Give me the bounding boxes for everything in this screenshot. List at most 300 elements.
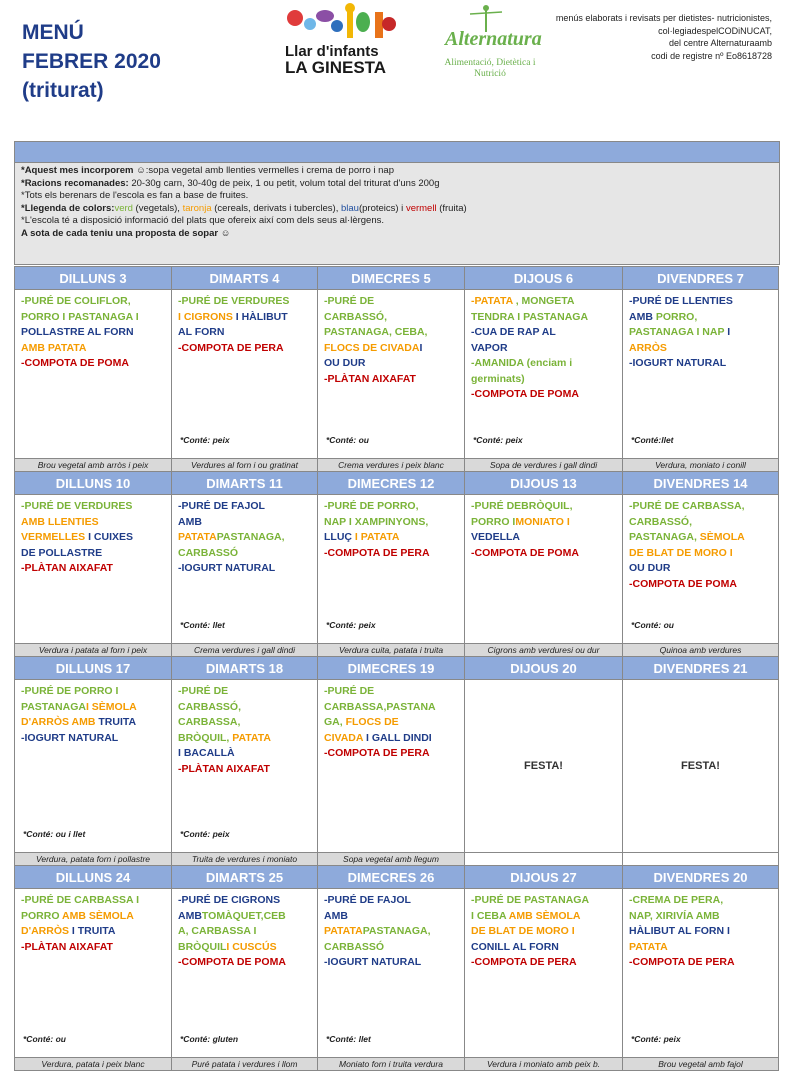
- menu-line: [471, 924, 616, 940]
- menu-cell: [15, 495, 172, 644]
- menu-line: [324, 715, 458, 731]
- menu-item-text: I CUSCÚS: [226, 940, 277, 953]
- info-legend-label: *Llegenda de colors:: [21, 202, 115, 214]
- menu-line: [324, 325, 458, 341]
- menu-item-text: PORRO I: [471, 515, 516, 528]
- menu-item-text: -PURÉ DE FAJOL: [178, 500, 265, 512]
- menu-line: [629, 499, 772, 515]
- menu-item-text: CARBASSÓ,: [178, 700, 242, 713]
- week-menu-row: [15, 889, 779, 1058]
- menu-line: [178, 762, 311, 778]
- day-header: DILLUNS 3: [15, 267, 172, 290]
- menu-item-text: ARRÒS: [629, 341, 667, 354]
- menu-line: [629, 530, 772, 546]
- menu-item-text: -CUA DE RAP AL: [471, 326, 556, 338]
- menu-line: [21, 499, 165, 515]
- menu-item-text: PATATA: [629, 940, 668, 953]
- menu-line: [21, 940, 165, 956]
- menu-line: [629, 325, 772, 341]
- menu-line: [324, 499, 458, 515]
- menu-item-text: GA,: [324, 716, 346, 728]
- menu-item-text: I PATATA: [354, 531, 400, 543]
- menu-line: [324, 700, 458, 716]
- menu-item-text: CARBASSÓ: [178, 546, 239, 559]
- dinner-suggestion: Verdura, patata forn i pollastre: [15, 853, 172, 866]
- menu-item-text: I TRUITA: [71, 925, 116, 937]
- menu-item-text: -CREMA DE PERA,: [629, 894, 724, 906]
- menu-item-text: AMB: [324, 909, 348, 922]
- day-header: DIJOUS 6: [465, 267, 623, 290]
- info-header-bar: [15, 142, 779, 163]
- menu-line: [324, 372, 458, 388]
- menu-line: [178, 715, 311, 731]
- menu-line: [629, 893, 772, 909]
- dietitian-note: [532, 12, 772, 62]
- menu-item-text: -PURÉ DE: [324, 295, 375, 307]
- menu-line: [21, 356, 165, 372]
- allergen-note: *Conté: peix: [180, 434, 230, 445]
- allergen-note: *Conté: peix: [631, 1033, 681, 1044]
- menu-title: [22, 18, 161, 105]
- menu-line: [178, 955, 311, 971]
- menu-item-text: D'ARRÒS AMB: [21, 716, 99, 728]
- day-header: DIMARTS 4: [172, 267, 318, 290]
- menu-item-text: -IOGURT NATURAL: [629, 357, 727, 369]
- menu-item-text: AMB: [178, 515, 202, 528]
- menu-item-text: PATATA: [232, 731, 271, 744]
- menu-item-text: TRUITA: [98, 716, 137, 728]
- info-incorporem-text: :sopa vegetal amb llenties vermelles i crema de porro i nap: [145, 165, 394, 176]
- menu-item-text: HÀLIBUT AL FORN I: [629, 925, 730, 937]
- menu-cell: [172, 495, 318, 644]
- menu-line: [324, 924, 458, 940]
- menu-item-text: I GALL DINDI: [366, 731, 432, 744]
- day-header: DIMARTS 11: [172, 472, 318, 495]
- menu-item-text: POLLASTRE AL FORN: [21, 326, 134, 338]
- menu-item-text: A, CARBASSA I: [178, 925, 257, 937]
- dinner-suggestion: Brou vegetal amb arròs i peix: [15, 459, 172, 472]
- menu-line: [21, 909, 165, 925]
- menu-item-text: PASTANAGA, CEBA,: [324, 326, 428, 338]
- menu-item-text: LLUÇ: [324, 531, 355, 543]
- menu-cell: [172, 290, 318, 459]
- menu-line: [21, 310, 165, 326]
- menu-line: [21, 530, 165, 546]
- day-header: DIMECRES 12: [318, 472, 465, 495]
- menu-item-text: AMB SÈMOLA: [62, 909, 134, 922]
- menu-line: [629, 294, 772, 310]
- menu-item-text: AMB PATATA: [21, 341, 87, 354]
- menu-item-text: CARBASSÓ,: [324, 310, 388, 323]
- menu-item-text: -PURÉ DE FAJOL: [324, 894, 411, 906]
- dinner-suggestion: Verdures al forn i ou gratinat: [172, 459, 318, 472]
- dinner-suggestion: Verdura, moniato i conill: [623, 459, 779, 472]
- menu-item-text: OU DUR: [629, 562, 671, 574]
- menu-line: [629, 924, 772, 940]
- menu-item-text: PATATA: [324, 925, 363, 937]
- menu-item-text: AMB SÈMOLA: [508, 909, 581, 922]
- menu-line: [178, 325, 311, 341]
- menu-item-text: -PURÉ DE CARBASSA I: [21, 894, 140, 906]
- menu-line: [471, 372, 616, 388]
- menu-line: [178, 924, 311, 940]
- menu-cell: [318, 290, 465, 459]
- menu-item-text: -IOGURT NATURAL: [21, 731, 119, 744]
- menu-item-text: I CUIXES: [88, 531, 134, 543]
- info-incorporem-label: *Aquest mes incorporem ☺: [21, 165, 146, 176]
- menu-item-text: PORRO I PASTANAGA I: [21, 310, 139, 323]
- allergen-note: *Conté: llet: [326, 1033, 371, 1044]
- menu-item-text: PASTANAGA,: [629, 531, 700, 543]
- menu-line: [324, 684, 458, 700]
- day-header: DIJOUS 13: [465, 472, 623, 495]
- menu-item-text: CONILL AL FORN: [471, 940, 559, 953]
- menu-item-text: -PLÀTAN AIXAFAT: [21, 940, 113, 953]
- menu-line: [471, 955, 616, 971]
- menu-line: [178, 294, 311, 310]
- menu-item-text: -PURÉ DE LLENTIES: [629, 295, 733, 307]
- menu-item-text: AMB: [629, 310, 656, 323]
- legend-text: (fruita): [436, 202, 467, 214]
- day-header: DIJOUS 27: [465, 866, 623, 889]
- menu-item-text: germinats): [471, 372, 525, 385]
- menu-line: [471, 909, 616, 925]
- dinner-suggestion: Sopa vegetal amb llegum: [318, 853, 465, 866]
- menu-item-text: DE POLLASTRE: [21, 546, 103, 559]
- menu-line: [629, 356, 772, 372]
- menu-item-text: CIVADA: [324, 731, 366, 744]
- menu-line: [21, 684, 165, 700]
- menu-line: [324, 940, 458, 956]
- menu-cell: [623, 495, 779, 644]
- menu-item-text: I SÈMOLA: [85, 700, 137, 713]
- menu-line: [324, 356, 458, 372]
- allergen-note: *Conté:llet: [631, 434, 674, 445]
- info-allergens: *L'escola té a disposició informació del plats que ofereix així com dels seus al·lèrgens.: [21, 215, 384, 226]
- day-header: DIVENDRES 7: [623, 267, 779, 290]
- menu-item-text: -PURÉ DE PORRO,: [324, 500, 419, 512]
- menu-line: [324, 955, 458, 971]
- menu-item-text: -COMPOTA DE PERA: [324, 546, 430, 559]
- menu-line: [324, 909, 458, 925]
- menu-line: [471, 546, 616, 562]
- menu-item-text: -COMPOTA DE POMA: [471, 546, 579, 559]
- menu-item-text: TENDRA I PASTANAGA: [471, 310, 589, 323]
- dinner-suggestion: Truita de verdures i moniato: [172, 853, 318, 866]
- alternatura-brand: Alternatura: [445, 28, 542, 50]
- menu-line: [324, 310, 458, 326]
- allergen-note: *Conté: ou: [631, 619, 674, 630]
- menu-line: [178, 499, 311, 515]
- menu-line: [324, 341, 458, 357]
- menu-item-text: TOMÀQUET,CEB: [201, 909, 286, 922]
- legend-orange: taronja: [182, 202, 212, 214]
- menu-item-text: -PLÀTAN AIXAFAT: [324, 372, 416, 385]
- menu-item-text: , MONGETA: [512, 295, 575, 307]
- menu-line: [629, 909, 772, 925]
- dinner-suggestion: Puré patata i verdures i llom: [172, 1058, 318, 1071]
- day-header: DIMARTS 18: [172, 657, 318, 680]
- menu-line: [21, 341, 165, 357]
- menu-line: [324, 746, 458, 762]
- dinner-suggestion: Quinoa amb verdures: [623, 644, 779, 657]
- menu-cell: [465, 290, 623, 459]
- menu-line: [629, 940, 772, 956]
- menu-item-text: -COMPOTA DE PERA: [629, 956, 735, 968]
- allergen-note: *Conté: ou i llet: [23, 828, 86, 839]
- legend-red: vermell: [405, 202, 437, 214]
- menu-item-text: -COMPOTA DE PERA: [178, 341, 284, 354]
- menu-item-text: AL FORN: [178, 326, 225, 338]
- note-line: col·legiadespelCODiNUCAT,: [658, 25, 772, 36]
- dinner-row: [15, 1058, 779, 1071]
- menu-line: [21, 325, 165, 341]
- menu-line: [178, 746, 311, 762]
- day-header: DIMECRES 26: [318, 866, 465, 889]
- menu-item-text: BRÒQUIL,: [178, 731, 233, 744]
- week-day-header-row: [15, 866, 779, 889]
- info-dinner-note: A sota de cada teniu una proposta de sopar ☺: [21, 227, 231, 239]
- week-menu-row: [15, 495, 779, 644]
- menu-item-text: VAPOR: [471, 341, 508, 354]
- menu-item-text: PASTANAGA,: [362, 925, 431, 937]
- menu-line: [471, 310, 616, 326]
- menu-item-text: NAP I XAMPINYONS,: [324, 515, 429, 528]
- menu-line: [629, 561, 772, 577]
- menu-item-text: PASTANAGA: [21, 700, 86, 713]
- menu-line: [178, 546, 311, 562]
- logo1-line1: Llar d'infants: [285, 43, 379, 60]
- menu-line: [21, 700, 165, 716]
- menu-item-text: -COMPOTA DE POMA: [471, 388, 579, 400]
- menu-item-text: D'ARRÒS: [21, 925, 72, 937]
- menu-line: [471, 893, 616, 909]
- menu-line: [471, 325, 616, 341]
- day-header: DIVENDRES 14: [623, 472, 779, 495]
- allergen-note: *Conté: peix: [326, 619, 376, 630]
- menu-line: [471, 356, 616, 372]
- menu-line: [178, 684, 311, 700]
- menu-line: [471, 940, 616, 956]
- menu-item-text: (enciam i: [526, 357, 573, 369]
- menu-item-text: -PURÉ DE CIGRONS: [178, 894, 281, 906]
- menu-item-text: CARBASSA,: [178, 716, 241, 728]
- menu-item-text: CARBASSÓ: [324, 940, 385, 953]
- menu-item-text: AMB: [178, 909, 202, 922]
- menu-cell: [465, 889, 623, 1058]
- week-menu-row: [15, 290, 779, 459]
- menu-item-text: I BACALLÀ: [178, 747, 235, 759]
- menu-item-text: -PURÉ DE VERDURES: [21, 500, 133, 512]
- menu-line: [324, 530, 458, 546]
- menu-cell: [318, 680, 465, 853]
- dinner-suggestion: Crema verdures i gall dindi: [172, 644, 318, 657]
- menu-line: [324, 294, 458, 310]
- menu-item-text: DE BLAT DE MORO I: [629, 546, 733, 559]
- day-header: DILLUNS 17: [15, 657, 172, 680]
- la-ginesta-logo: [285, 2, 400, 80]
- menu-item-text: FLOCS DE CIVADA: [324, 341, 420, 354]
- day-header: DIJOUS 20: [465, 657, 623, 680]
- menu-line: [629, 341, 772, 357]
- menu-item-text: -PURÉ DE: [178, 685, 229, 697]
- menu-item-text: I: [727, 326, 731, 338]
- menu-line: [178, 530, 311, 546]
- alternatura-subtitle: Alimentació, Dietètica i Nutrició: [444, 58, 536, 79]
- menu-item-text: VERMELLES: [21, 531, 89, 543]
- menu-line: [178, 909, 311, 925]
- allergen-note: *Conté: gluten: [180, 1033, 239, 1044]
- legend-text: (cereals, derivats i tubercles),: [211, 202, 341, 214]
- info-racions-label: *Racions recomanades:: [21, 177, 129, 189]
- menu-line: [629, 955, 772, 971]
- menu-item-text: MONIATO I: [515, 515, 570, 528]
- legend-blue: blau: [340, 202, 359, 214]
- menu-item-text: -PATATA: [471, 295, 513, 307]
- info-box: [14, 141, 780, 265]
- menu-cell: [623, 889, 779, 1058]
- holiday-cell: FESTA!: [623, 680, 779, 853]
- menu-cell: [465, 495, 623, 644]
- menu-line: [21, 294, 165, 310]
- legend-text: (vegetals),: [132, 202, 183, 214]
- title-line-2: FEBRER 2020: [22, 50, 161, 73]
- menu-line: [178, 731, 311, 747]
- note-line: codi de registre nº Eo8618728: [651, 50, 772, 61]
- menu-cell: [172, 680, 318, 853]
- menu-line: [629, 577, 772, 593]
- menu-line: [178, 940, 311, 956]
- menu-item-text: I CIGRONS: [178, 310, 236, 323]
- menu-item-text: OU DUR: [324, 357, 366, 369]
- logo1-line2: LA GINESTA: [285, 58, 387, 77]
- menu-line: [21, 924, 165, 940]
- menu-cell: [623, 290, 779, 459]
- menu-item-text: SÈMOLA: [699, 531, 745, 543]
- week-menu-row: [15, 680, 779, 853]
- menu-line: [471, 341, 616, 357]
- day-header: DIMARTS 25: [172, 866, 318, 889]
- menu-cell: [318, 495, 465, 644]
- note-line: del centre Alternaturaamb: [668, 38, 772, 48]
- menu-item-text: VEDELLA: [471, 531, 521, 543]
- allergen-note: *Conté: ou: [326, 434, 369, 445]
- dinner-suggestion: Verdura i patata al forn i peix: [15, 644, 172, 657]
- menu-item-text: -PURÉ DE PORRO I: [21, 685, 119, 697]
- menu-item-text: CARBASSÓ,: [629, 515, 693, 528]
- menu-item-text: -PLÀTAN AIXAFAT: [178, 762, 270, 775]
- menu-item-text: PASTANAGA,: [216, 531, 285, 543]
- dinner-row: [15, 853, 779, 866]
- menu-line: [21, 515, 165, 531]
- menu-line: [178, 341, 311, 357]
- info-body: [15, 163, 779, 264]
- day-header: DILLUNS 10: [15, 472, 172, 495]
- dinner-suggestion: Moniato forn i truita verdura: [318, 1058, 465, 1071]
- menu-line: [21, 893, 165, 909]
- menu-item-text: AMB LLENTIES: [21, 515, 99, 528]
- menu-cell: [318, 889, 465, 1058]
- menu-grid: [14, 266, 779, 1071]
- menu-item-text: PORRO,: [655, 310, 698, 323]
- menu-item-text: I CEBA: [471, 909, 509, 922]
- menu-item-text: PASTANAGA I NAP: [629, 326, 728, 338]
- menu-item-text: -COMPOTA DE PERA: [324, 747, 430, 759]
- menu-line: [471, 294, 616, 310]
- menu-item-text: -COMPOTA DE POMA: [21, 357, 129, 369]
- menu-item-text: I: [419, 341, 423, 354]
- allergen-note: *Conté: llet: [180, 619, 225, 630]
- day-header: DIMECRES 5: [318, 267, 465, 290]
- menu-cell: [15, 680, 172, 853]
- menu-item-text: CARBASSA,PASTANA: [324, 700, 436, 713]
- note-line: menús elaborats i revisats per dietistes- nutricionistes,: [555, 13, 772, 23]
- day-header: DIMECRES 19: [318, 657, 465, 680]
- day-header: DILLUNS 24: [15, 866, 172, 889]
- info-berenars: *Tots els berenars de l'escola es fan a base de fruites.: [21, 190, 249, 201]
- menu-item-text: DE BLAT DE MORO I: [471, 925, 575, 937]
- menu-line: [471, 387, 616, 403]
- menu-item-text: -PURÉ DEBRÒQUIL,: [471, 500, 573, 512]
- menu-cell: [15, 889, 172, 1058]
- week-day-header-row: [15, 267, 779, 290]
- dinner-suggestion: Brou vegetal amb fajol: [623, 1058, 779, 1071]
- menu-item-text: PATATA: [178, 531, 217, 543]
- menu-item-text: -PURÉ DE VERDURES: [178, 295, 290, 307]
- menu-line: [324, 546, 458, 562]
- dinner-suggestion: Verdura i moniato amb peix b.: [465, 1058, 623, 1071]
- menu-line: [178, 310, 311, 326]
- allergen-note: *Conté: peix: [473, 434, 523, 445]
- menu-line: [324, 893, 458, 909]
- week-day-header-row: [15, 657, 779, 680]
- kids-characters-icon: [285, 2, 400, 44]
- menu-line: [471, 530, 616, 546]
- menu-line: [324, 515, 458, 531]
- menu-line: [471, 515, 616, 531]
- menu-item-text: -PLÀTAN AIXAFAT: [21, 562, 113, 574]
- menu-line: [178, 561, 311, 577]
- holiday-cell: FESTA!: [465, 680, 623, 853]
- menu-line: [178, 700, 311, 716]
- menu-item-text: -PURÉ DE: [324, 685, 375, 697]
- menu-item-text: -PURÉ DE COLIFLOR,: [21, 295, 131, 307]
- menu-line: [629, 546, 772, 562]
- menu-item-text: -IOGURT NATURAL: [178, 562, 276, 574]
- menu-line: [471, 499, 616, 515]
- menu-line: [629, 310, 772, 326]
- menu-item-text: -COMPOTA DE POMA: [629, 577, 737, 590]
- dinner-suggestion: Cigrons amb verduresi ou dur: [465, 644, 623, 657]
- allergen-note: *Conté: peix: [180, 828, 230, 839]
- menu-item-text: I HÀLIBUT: [235, 310, 288, 323]
- menu-cell: [172, 889, 318, 1058]
- menu-line: [21, 715, 165, 731]
- menu-line: [178, 893, 311, 909]
- menu-line: [21, 561, 165, 577]
- menu-item-text: -COMPOTA DE PERA: [471, 956, 577, 968]
- menu-item-text: -PURÉ DE PASTANAGA: [471, 894, 590, 906]
- menu-item-text: NAP, XIRIVÍA AMB: [629, 909, 720, 922]
- menu-line: [324, 731, 458, 747]
- menu-item-text: -COMPOTA DE POMA: [178, 956, 286, 968]
- dinner-suggestion: Crema verdures i peix blanc: [318, 459, 465, 472]
- menu-item-text: PORRO: [21, 909, 63, 922]
- menu-item-text: -PURÉ DE CARBASSA,: [629, 500, 745, 512]
- day-header: DIVENDRES 20: [623, 866, 779, 889]
- title-line-3: (triturat): [22, 79, 104, 102]
- menu-item-text: BRÒQUIL: [178, 940, 227, 953]
